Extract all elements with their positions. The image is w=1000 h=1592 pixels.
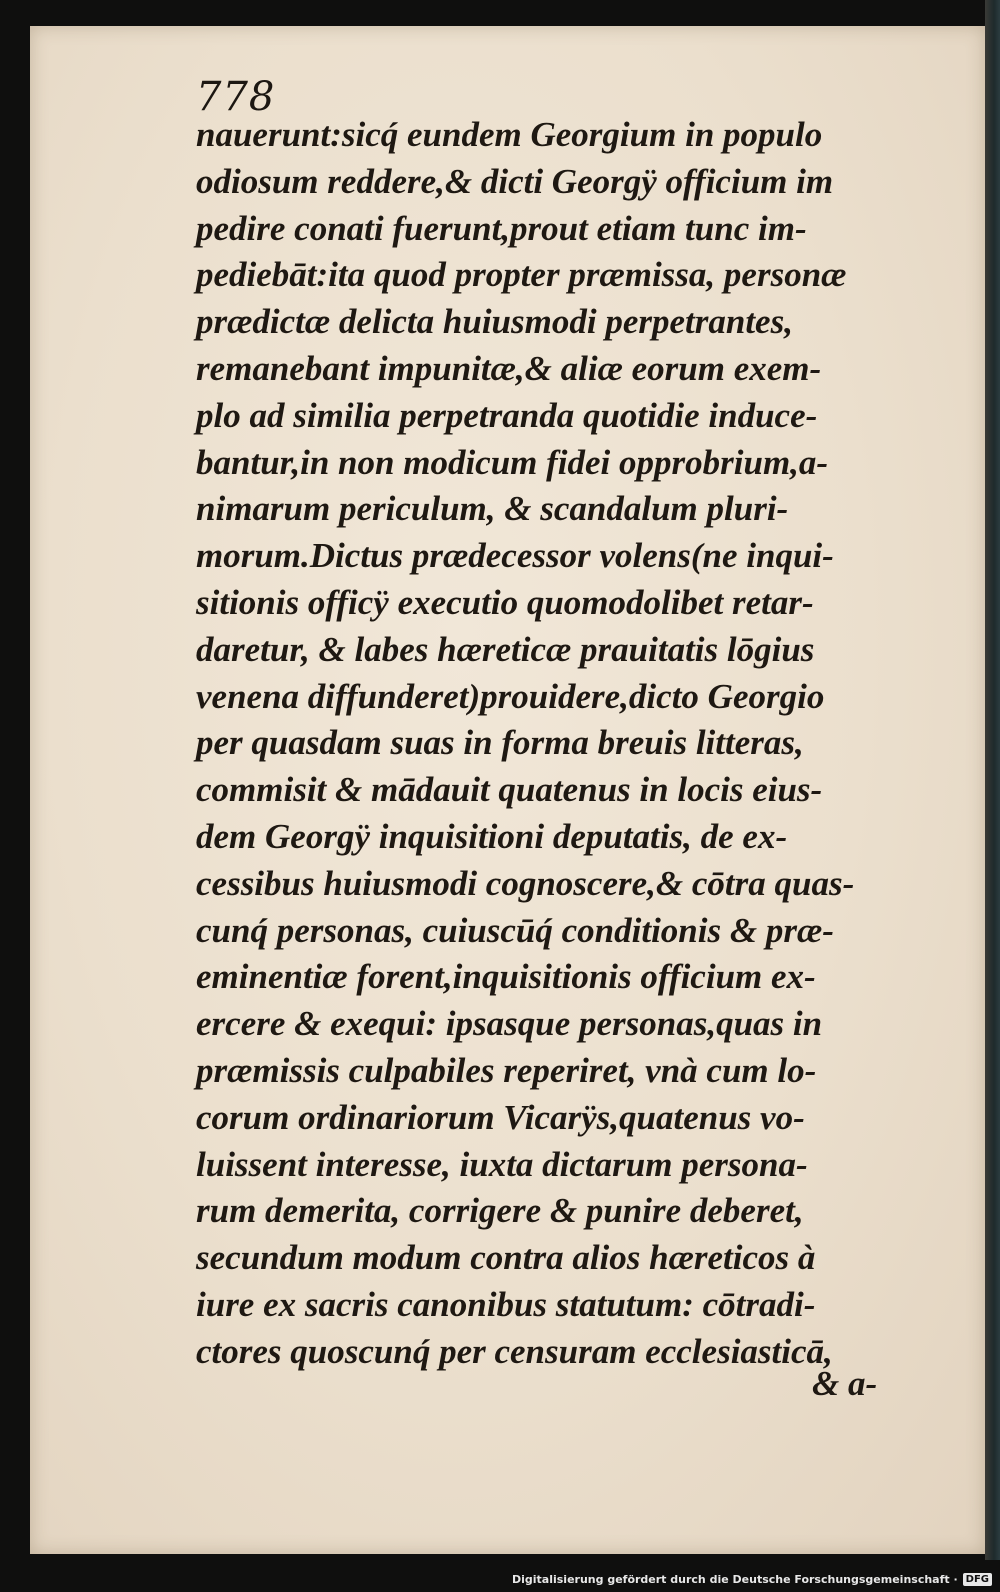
text-line: secundum modum contra alios hæreticos à xyxy=(196,1238,816,1278)
text-line: nimarum periculum, & scandalum pluri- xyxy=(196,489,789,529)
text-line: iure ex sacris canonibus statutum: cōtradi- xyxy=(196,1284,816,1324)
footer-credit: Digitalisierung gefördert durch die Deutsche Forschungsgemeinschaft · xyxy=(511,1573,958,1586)
dfg-logo: DFG xyxy=(963,1573,992,1586)
text-line: odiosum reddere,& dicti Georgÿ officium im xyxy=(196,161,834,201)
text-line: ercere & exequi: ipsasque personas,quas in xyxy=(196,1004,823,1044)
text-line: daretur, & labes hæreticæ prauitatis lōgius xyxy=(196,629,815,669)
text-line: cunq́ personas, cuiuscūq́ conditionis & præ- xyxy=(196,910,834,950)
text-line: remanebant impunitæ,& aliæ eorum exem- xyxy=(196,348,822,388)
catchword: & a- xyxy=(812,1364,878,1403)
text-line: morum.Dictus prædecessor volens(ne inqui- xyxy=(196,536,834,576)
text-line: luissent interesse, iuxta dictarum persona- xyxy=(196,1144,808,1184)
text-block xyxy=(196,112,896,1376)
text-line: prædictæ delicta huiusmodi perpetrantes, xyxy=(196,302,793,342)
text-line: præmissis culpabiles reperiret, vnà cum lo- xyxy=(196,1050,817,1090)
text-line: rum demerita, corrigere & punire deberet, xyxy=(196,1191,804,1231)
text-line: corum ordinariorum Vicarÿs,quatenus vo- xyxy=(196,1097,805,1137)
text-line: sitionis officÿ executio quomodolibet retar- xyxy=(196,582,814,622)
text-line: eminentiæ forent,inquisitionis officium ex- xyxy=(196,957,816,997)
text-line: venena diffunderet)prouidere,dicto Georgio xyxy=(196,676,825,716)
text-line: bantur,in non modicum fidei opprobrium,a- xyxy=(196,442,829,482)
text-line: pedire conati fuerunt,prout etiam tunc im- xyxy=(196,208,807,248)
text-line: dem Georgÿ inquisitioni deputatis, de ex- xyxy=(196,816,788,856)
page-edge xyxy=(985,0,1000,1560)
page-number: 778 xyxy=(196,74,276,120)
text-line: pediebāt:ita quod propter præmissa, personæ xyxy=(196,255,847,295)
text-line: nauerunt:sicq́ eundem Georgium in populo xyxy=(196,115,823,154)
text-line: ctores quoscunq́ per censuram ecclesiasticā, xyxy=(196,1331,833,1371)
text-line: plo ad similia perpetranda quotidie induce- xyxy=(196,395,818,435)
digitization-footer xyxy=(512,1573,992,1586)
text-line: commisit & mādauit quatenus in locis eius- xyxy=(196,770,823,810)
text-line: cessibus huiusmodi cognoscere,& cōtra quas- xyxy=(196,863,855,903)
text-line: per quasdam suas in forma breuis litteras, xyxy=(196,723,804,763)
